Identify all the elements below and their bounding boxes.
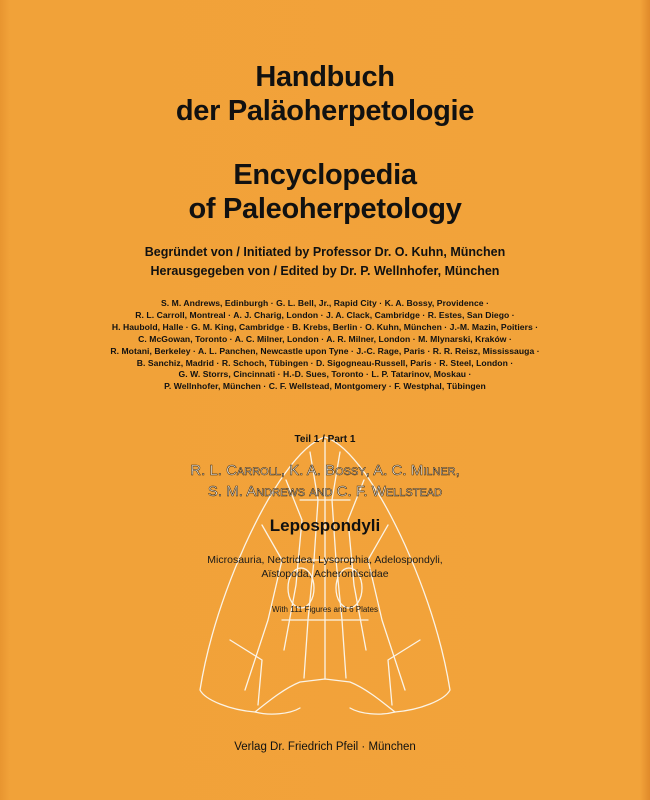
authors-line1: R. L. Carroll, K. A. Bossy, A. C. Milner,	[190, 462, 460, 479]
part-label: Teil 1 / Part 1	[294, 434, 356, 445]
subject-title: Lepospondyli	[269, 516, 381, 535]
contributors-line: R. L. Carroll, Montreal · A. J. Charig, London · J. A. Clack, Cambridge · R. Estes, San Diego ·	[135, 309, 515, 320]
founder-line: Begründet von / Initiated by Professor Dr. O. Kuhn, München	[144, 245, 506, 259]
orders-line1: Microsauria, Nectridea, Lysorophia, Adelospondyli,	[207, 554, 443, 566]
contributors-line: B. Sanchiz, Madrid · R. Schoch, Tübingen · D. Sigogneau-Russell, Paris · R. Steel, London ·	[136, 357, 514, 368]
contributors-line: P. Wellnhofer, München · C. F. Wellstead, Montgomery · F. Westphal, Tübingen	[164, 381, 486, 392]
title-german-line1: Handbuch	[255, 61, 395, 93]
publisher: Verlag Dr. Friedrich Pfeil · München	[234, 741, 416, 753]
title-german-line2: der Paläoherpetologie	[175, 95, 475, 127]
contributors-line: S. M. Andrews, Edinburgh · G. L. Bell, Jr., Rapid City · K. A. Bossy, Providence ·	[160, 298, 489, 308]
figures-note: With 111 Figures and 6 Plates	[272, 605, 378, 614]
contributors-line: C. McGowan, Toronto · A. C. Milner, London · A. R. Milner, London · M. Mlynarski, Kraków ·	[138, 333, 512, 344]
orders-line2: Aïstopoda, Acherontiscidae	[261, 568, 389, 580]
contributors-line: H. Haubold, Halle · G. M. King, Cambridge · B. Krebs, Berlin · O. Kuhn, München · J.-M. Mazin, Poitiers ·	[111, 321, 539, 332]
editor-line: Herausgegeben von / Edited by Dr. P. Wellnhofer, München	[150, 264, 500, 278]
contributors-line: G. W. Storrs, Cincinnati · H.-D. Sues, Toronto · L. P. Tatarinov, Moskau ·	[178, 369, 472, 380]
authors-line2: S. M. Andrews and C. F. Wellstead	[207, 483, 443, 500]
title-english-line2: of Paleoherpetology	[188, 193, 462, 225]
orders-list	[0, 553, 650, 581]
authors	[0, 460, 650, 502]
contributors-line: R. Motani, Berkeley · A. L. Panchen, Newcastle upon Tyne · J.-C. Rage, Paris · R. R. Reisz, Mississauga ·	[110, 345, 540, 356]
title-english-line1: Encyclopedia	[233, 159, 417, 191]
